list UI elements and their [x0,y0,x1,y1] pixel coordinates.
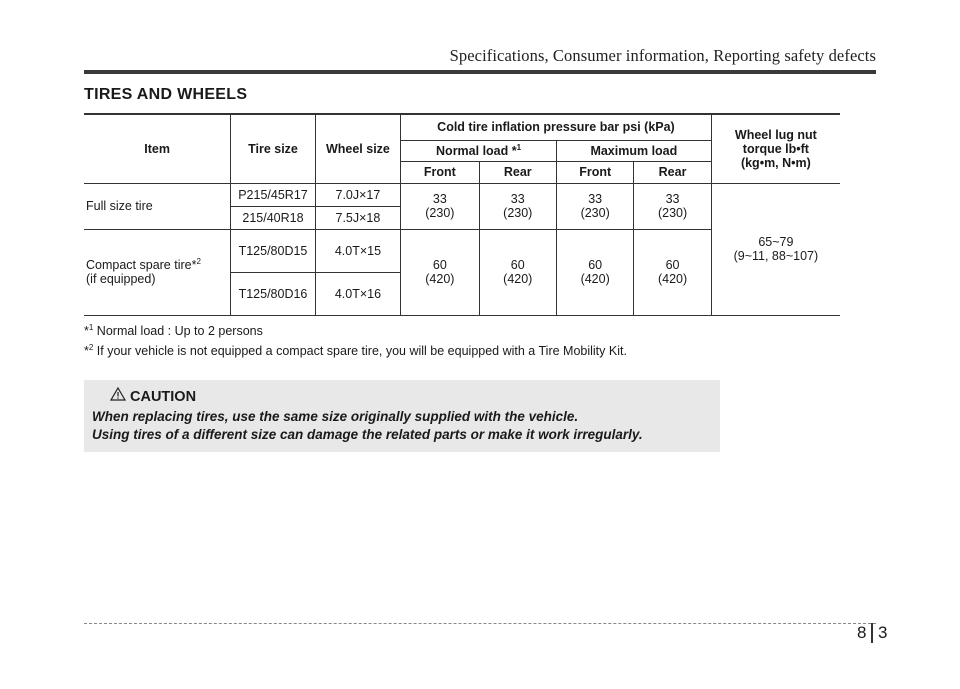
spare-tire-size-1: T125/80D15 [231,229,315,272]
caution-title: CAUTION [130,389,197,405]
footer-rule [84,623,876,624]
warning-triangle-icon [110,387,126,406]
page-number: 3 [878,623,888,642]
caution-line-1: When replacing tires, use the same size originally supplied with the vehicle. [92,409,579,424]
spare-max-rear: 60 (420) [634,229,711,315]
header-wheel-size: Wheel size [315,114,400,183]
full-size-tire-size-2: 215/40R18 [231,206,315,229]
row-full-size-label: Full size tire [84,183,231,229]
spare-tire-size-2: T125/80D16 [231,272,315,315]
section-title: TIRES AND WHEELS [84,86,248,103]
header-normal-rear: Rear [479,161,556,183]
header-rule [84,70,876,74]
full-size-normal-front: 33 (230) [401,183,479,229]
header-normal-front: Front [401,161,479,183]
full-size-tire-size-1: P215/45R17 [231,183,315,206]
caution-line-2: Using tires of a different size can damage the related parts or make it work irregularly. [92,427,643,442]
tires-wheels-table [84,113,840,316]
full-size-wheel-size-1: 7.0J×17 [315,183,400,206]
lug-nut-line1: Wheel lug nut [734,127,817,142]
full-size-normal-rear: 33 (230) [479,183,556,229]
full-size-wheel-size-2: 7.5J×18 [315,206,400,229]
footnote-2: *$^2$ If your vehicle is not equipped a compact spare tire, you will be equipped with a Tire Mobility Kit. [84,342,627,358]
lug-nut-line3: (kg•m, N•m) [740,155,811,170]
caution-box [84,380,720,452]
spare-normal-rear: 60 (420) [479,229,556,315]
spare-wheel-size-2: 4.0T×16 [315,272,400,315]
header-item: Item [84,114,231,183]
row-compact-spare-label: Compact spare tire*$^2$ (if equipped) [84,229,231,315]
page-header-title: Specifications, Consumer information, Reporting safety defects [449,46,876,65]
page-number-separator [871,623,873,643]
header-max-front: Front [556,161,633,183]
header-cold-pressure: Cold tire inflation pressure bar psi (kPa) [401,114,712,140]
lug-nut-torque-value: 65~79 (9~11, 88~107) [711,183,840,315]
spare-normal-front: 60 (420) [401,229,479,315]
header-maximum-load: Maximum load [556,140,711,161]
full-size-max-front: 33 (230) [556,183,633,229]
spare-max-front: 60 (420) [556,229,633,315]
header-max-rear: Rear [634,161,711,183]
header-normal-load: Normal load *$^1$ [401,140,557,161]
header-tire-size: Tire size [231,114,315,183]
footnote-1: *$^1$ Normal load : Up to 2 persons [84,322,263,338]
full-size-max-rear: 33 (230) [634,183,711,229]
lug-nut-line2: torque lb•ft [742,141,809,156]
page-chapter-number: 8 [857,623,867,642]
header-lug-nut-torque [711,114,840,183]
spare-wheel-size-1: 4.0T×15 [315,229,400,272]
